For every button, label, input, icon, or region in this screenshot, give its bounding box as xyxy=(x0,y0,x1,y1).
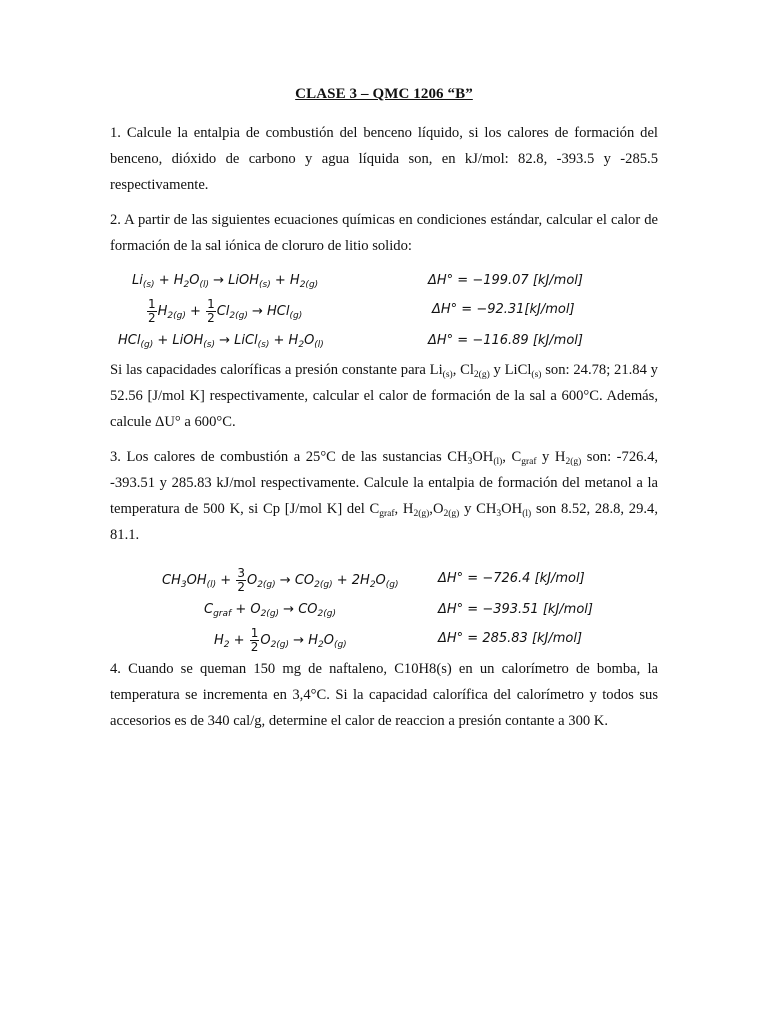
document-title: CLASE 3 – QMC 1206 “B” xyxy=(295,86,473,102)
enthalpy-value: ΔH° = 285.83 [kJ/mol] xyxy=(438,631,583,646)
enthalpy-value: ΔH° = −116.89 [kJ/mol] xyxy=(428,333,583,348)
equation-2: $\frac{1}{2}$ $H_{2(g)}$ + $\frac{1}{2}$ $Cl_{2(g)} \to HCl_{(g)}$ xyxy=(148,297,303,325)
document-page xyxy=(110,86,658,734)
problem-2-body: Si las capacidades caloríficas a presión constante para $Li_{(s)}$, $Cl_{2(g)}$ y LiCl$_{(s)}$ son: 24.78; 21.84 y 52.56 [J/mol K] respectivamente, calcular el calor de formación de la sal a 600°C. Además, calcule ΔU° a 600°C. xyxy=(110,362,658,430)
problem-1: 1. Calcule la entalpia de combustión del benceno líquido, si los calores de formación del benceno, dióxido de carbono y agua líquida son, en kJ/mol: 82.8, -393.5 y -285.5 respectivamente. xyxy=(110,125,658,193)
equation-1: $Li_{(s)} + H_2O_{(l)}$ → LiOH$_{(s)}$ + $H_{2(g)}$ xyxy=(132,273,319,290)
equation-6: $H_2$ + $\frac{1}{2}$ $O_{2(g)} \to H_2O_{(g)}$ xyxy=(214,626,347,654)
problem-2-intro: 2. A partir de las siguientes ecuaciones químicas en condiciones estándar, calcular el calor de formación de la sal iónica de cloruro de litio solido: xyxy=(110,212,658,254)
problem-4: 4. Cuando se queman 150 mg de naftaleno, C10H8(s) en un calorímetro de bomba, la temperatura se incrementa en 3,4°C. Si la capacidad calorífica del calorímetro y todos sus accesorios es de 340 cal/g, determine el calor de reaccion a presión contante a 300 K. xyxy=(110,661,658,729)
enthalpy-value: ΔH° = −726.4 [kJ/mol] xyxy=(438,571,585,586)
equation-row xyxy=(110,293,658,327)
enthalpy-value: ΔH° = −393.51 [kJ/mol] xyxy=(438,602,593,617)
problem-3: 3. Los calores de combustión a 25°C de las sustancias $CH_3OH_{(l)}$, $C_{graf}$ y $H_{2(g)}$ son: -726.4, -393.51 y 285.83 kJ/mol respectivamente. Calcule la entalpia de formación del metanol a la temperatura de 500 K, si Cp [J/mol K] del $C_{graf}$, $H_{2(g)},O_{2(g)}$ y $CH_3OH_{(l)}$ son 8.52, 28.8, 29.4, 81.1. xyxy=(110,449,659,543)
problem-3-equations xyxy=(110,562,658,656)
equation-row xyxy=(110,327,658,353)
equation-row xyxy=(110,562,658,596)
equation-5: $C_{graf} + O_{2(g)} \to CO_{2(g)}$ xyxy=(204,602,336,619)
enthalpy-value: ΔH° = −199.07 [kJ/mol] xyxy=(428,273,583,288)
equation-row xyxy=(110,267,658,293)
equation-row xyxy=(110,622,658,656)
enthalpy-value: ΔH° = −92.31[kJ/mol] xyxy=(432,302,575,317)
problem-2-equations xyxy=(110,267,658,353)
equation-row xyxy=(110,596,658,622)
equation-3: HCl$_{(g)}$ + LiOH$_{(s)}$ → LiCl$_{(s)}$ + $H_2O_{(l)}$ xyxy=(118,333,324,350)
equation-4: $CH_3OH_{(l)}$ + $\frac{3}{2}$ $O_{2(g)} \to CO_{2(g)} + 2H_2O_{(g)}$ xyxy=(162,566,399,594)
